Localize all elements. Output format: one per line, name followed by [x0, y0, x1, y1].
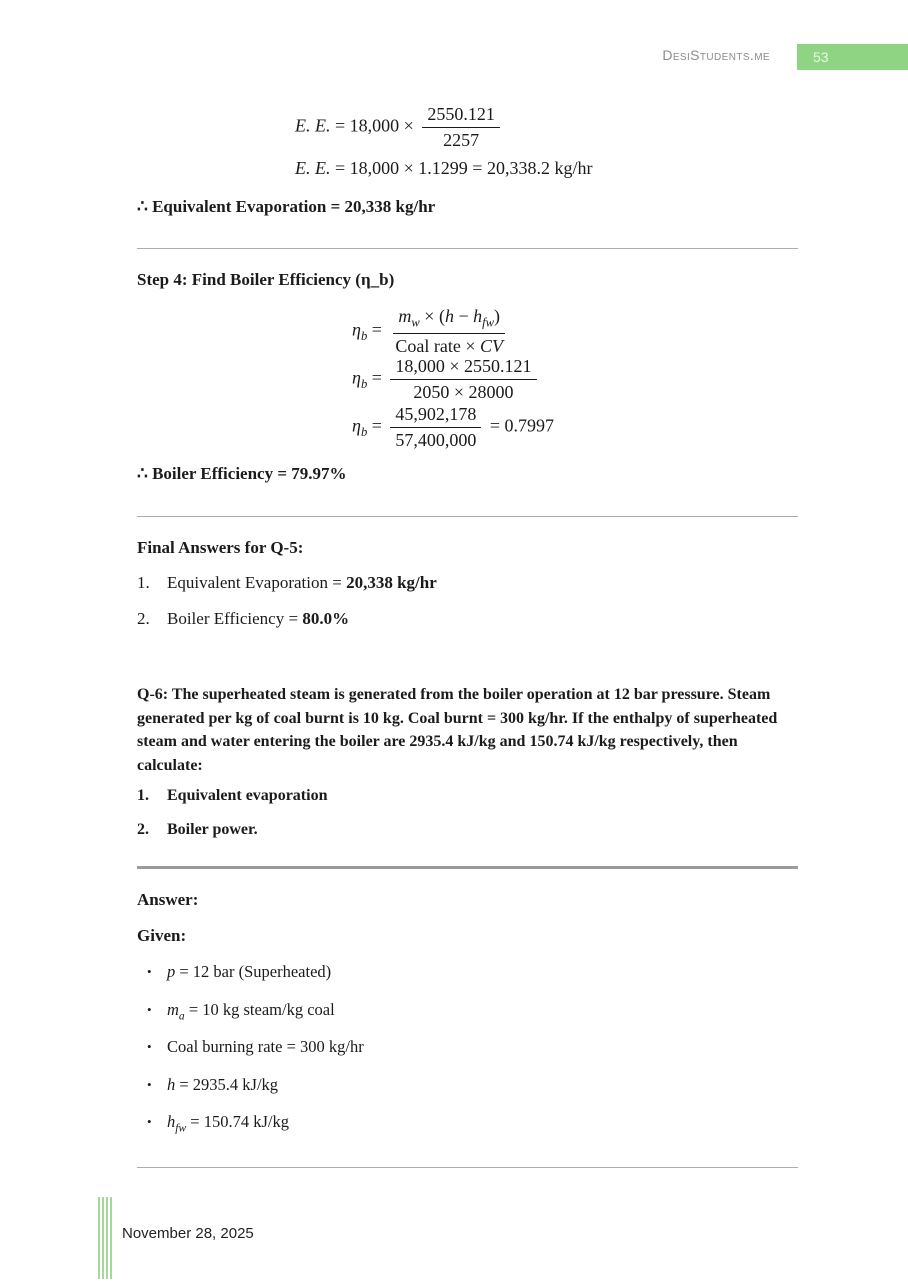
bullet-icon: •: [147, 1039, 152, 1054]
equation-efficiency-symbolic: [352, 306, 512, 357]
equation-ee-result: [295, 158, 592, 179]
q6-item-text: Boiler power.: [167, 821, 258, 838]
equation-lhs: E. E.: [295, 115, 331, 136]
green-line: [110, 1197, 112, 1279]
conclusion-equivalent-evaporation: ∴ Equivalent Evaporation = 20,338 kg/hr: [137, 197, 436, 216]
answer-label: Equivalent Evaporation =: [167, 573, 347, 592]
equation-ee-fraction: [295, 104, 504, 151]
given-heading: Given:: [137, 926, 187, 945]
fraction: [390, 404, 481, 451]
given-value: = 2935.4 kJ/kg: [175, 1075, 279, 1094]
list-number: 1.: [137, 787, 149, 804]
list-number: 2.: [137, 609, 150, 628]
equation-rhs: = 18,000 × 1.1299 = 20,338.2 kg/hr: [330, 158, 593, 178]
equation-result: = 0.7997: [485, 415, 555, 436]
eta-symbol: η: [352, 367, 361, 388]
fraction-numerator: 45,902,178: [390, 404, 481, 428]
bullet-icon: •: [147, 964, 152, 979]
document-body: [137, 0, 798, 1283]
variable: h: [167, 1075, 176, 1094]
fraction: [390, 306, 508, 357]
footer-accent-lines: [98, 1197, 112, 1279]
answer-heading: Answer:: [137, 890, 199, 909]
eta-symbol: η: [352, 415, 361, 436]
equation-lhs: E. E.: [295, 158, 331, 178]
step4-heading: Step 4: Find Boiler Efficiency (η_b): [137, 270, 395, 289]
variable: m: [167, 1000, 179, 1019]
equals-sign: =: [367, 415, 387, 436]
given-value: Coal burning rate = 300 kg/hr: [167, 1037, 364, 1056]
fraction-denominator: Coal rate × CV: [395, 335, 504, 356]
fraction: [390, 356, 536, 403]
eta-subscript: b: [360, 425, 368, 440]
variable-subscript: a: [178, 1010, 185, 1023]
conclusion-boiler-efficiency: ∴ Boiler Efficiency = 79.97%: [137, 464, 347, 483]
list-number: 2.: [137, 821, 149, 838]
eta-subscript: b: [360, 329, 368, 344]
equation-efficiency-evaluated: [352, 404, 554, 451]
q6-list-item: [137, 787, 327, 805]
bullet-icon: •: [147, 1114, 152, 1129]
given-value: = 150.74 kJ/kg: [186, 1112, 289, 1131]
eta-symbol: η: [352, 319, 361, 340]
green-line: [106, 1197, 108, 1279]
divider: [137, 1167, 798, 1168]
given-item: [137, 1037, 364, 1059]
fraction-numerator: 2550.121: [422, 104, 500, 128]
bullet-icon: •: [147, 1077, 152, 1092]
answer-label: Boiler Efficiency =: [167, 609, 303, 628]
fraction: [422, 104, 500, 151]
variable-subscript: fw: [175, 1122, 187, 1135]
footer-date: November 28, 2025: [122, 1225, 254, 1242]
equals-sign: =: [367, 367, 387, 388]
variable: p: [167, 962, 176, 981]
final-answers-heading: Final Answers for Q-5:: [137, 538, 304, 557]
equals-sign: =: [367, 319, 387, 340]
divider: [137, 248, 798, 249]
site-name: DesiStudents.me: [662, 47, 770, 63]
given-value: = 10 kg steam/kg coal: [184, 1000, 335, 1019]
q6-item-text: Equivalent evaporation: [167, 787, 328, 804]
green-line: [102, 1197, 104, 1279]
fraction-denominator: 57,400,000: [395, 430, 477, 450]
divider-thick: [137, 866, 798, 869]
final-answer-item: [137, 573, 437, 593]
fraction-denominator: 2257: [443, 130, 480, 150]
final-answer-item: [137, 609, 349, 629]
fraction-denominator: 2050 × 28000: [413, 382, 514, 402]
list-number: 1.: [137, 573, 150, 592]
bullet-icon: •: [147, 1002, 152, 1017]
given-item: [137, 1075, 278, 1097]
variable: h: [167, 1112, 176, 1131]
green-line: [98, 1197, 100, 1279]
fraction-numerator: 18,000 × 2550.121: [390, 356, 536, 380]
given-item: [137, 1000, 335, 1022]
answer-value: 20,338 kg/hr: [346, 573, 437, 592]
page-number: 53: [813, 49, 829, 65]
equation-factor: = 18,000 ×: [330, 115, 419, 136]
question-q6: Q-6: The superheated steam is generated from the boiler operation at 12 bar pressure. Steam generated per kg of coal burnt is 10 kg. Coal burnt = 300 kg/hr. If the enthalpy of superheated steam and water entering the boiler are 2935.4 kJ/kg and 150.74 kJ/kg respectively, then calculate:: [137, 686, 778, 774]
fraction-numerator: $m_w \times (h - h_{fw})$: [393, 306, 505, 334]
answer-value: 80.0%: [302, 609, 350, 628]
eta-subscript: b: [360, 377, 368, 392]
divider: [137, 516, 798, 517]
equation-efficiency-numeric: [352, 356, 541, 403]
given-item: [137, 962, 331, 984]
page-number-badge: [797, 44, 908, 70]
given-item: [137, 1112, 289, 1134]
given-value: = 12 bar (Superheated): [175, 962, 332, 981]
q6-list-item: [137, 821, 258, 839]
